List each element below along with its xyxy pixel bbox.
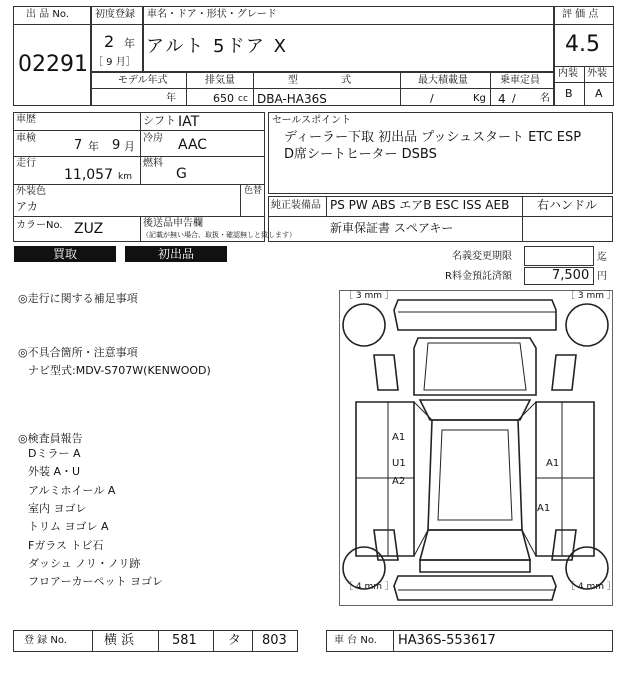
registration-label: 登 録 No. [24, 635, 67, 646]
first-reg-month: ［ 9 月］ [93, 57, 136, 68]
damage-mark-a1-left: A1 [392, 432, 406, 443]
post-doc-label: 後送品申告欄 [143, 218, 203, 229]
report-item: アルミホイール A [28, 484, 116, 497]
model-year-unit: 年 [166, 93, 176, 104]
inspection-month-unit: 月 [124, 140, 135, 153]
displacement: 650 [213, 92, 234, 105]
first-reg-label: 初度登録 [95, 9, 135, 20]
shift-label: シフト [143, 114, 176, 127]
color-change-label: 色替 [244, 186, 263, 196]
extra-items: 新車保証書 スペアキー [330, 221, 454, 235]
name-change-label: 名義変更期限 [452, 251, 512, 262]
max-load-unit: Kg [473, 93, 486, 104]
damage-mark-u1: U1 [392, 458, 406, 469]
equipment-label: 純正装備品 [271, 200, 321, 211]
ext-color-label: 外装色 [16, 186, 46, 197]
inspection-year-unit: 年 [88, 140, 99, 153]
ext-color: アカ [16, 200, 38, 213]
navi-model: ナビ型式:MDV-S707W(KENWOOD) [28, 364, 211, 377]
shift: IAT [178, 114, 200, 130]
damage-mark-a1-rear: A1 [537, 503, 551, 514]
registration-kana: タ [228, 633, 242, 648]
chassis-label: 車 台 No. [334, 635, 377, 646]
mileage: 11,057 [64, 167, 113, 183]
interior-grade: B [565, 87, 573, 100]
tire-depth-front-right: ［ 3 mm ］ [566, 291, 616, 301]
driving-notes-label: ◎走行に関する補足事項 [18, 292, 138, 305]
capacity: 4 [498, 92, 506, 106]
report-item: ダッシュ ノリ・ノリ跡 [28, 557, 141, 570]
exterior-grade: A [595, 87, 603, 100]
tire-depth-rear-right: ［ 4 mm ］ [566, 582, 616, 592]
tire-depth-rear-left: ［ 4 mm ］ [344, 582, 394, 592]
sales-point-line2: D席シートヒーター DSBS [284, 147, 437, 162]
first-reg-year-unit: 年 [124, 37, 135, 50]
max-load-label: 最大積載量 [418, 75, 468, 86]
tire-depth-front-left: ［ 3 mm ］ [344, 291, 394, 301]
max-load-sep: / [430, 92, 434, 105]
car-name: アルト 5ドア X [146, 36, 288, 57]
damage-mark-a1-right: A1 [546, 458, 560, 469]
inspection-label: 車検 [16, 133, 36, 144]
fuel: G [176, 166, 187, 182]
capacity-label: 乗車定員 [500, 75, 540, 86]
recycle-label: R料金預託済額 [445, 271, 512, 282]
lot-number: 02291 [18, 52, 88, 77]
mileage-label: 走行 [16, 158, 36, 169]
mileage-unit: km [118, 172, 132, 182]
grade-value: 4.5 [565, 32, 600, 57]
report-item: フロアーカーペット ヨゴレ [28, 575, 163, 588]
capacity-unit: 名 [540, 93, 550, 104]
report-item: トリム ヨゴレ A [28, 520, 109, 533]
car-name-label: 車名・ドア・形状・グレード [147, 9, 277, 20]
inspection-year: 7 [74, 138, 83, 153]
exterior-label: 外装 [587, 68, 607, 79]
fuel-label: 燃料 [143, 158, 163, 169]
report-item: 室内 ヨゴレ [28, 502, 87, 515]
inspection-month: 9 [112, 138, 121, 153]
model-year-label: モデル年式 [118, 75, 168, 86]
interior-label: 内装 [558, 68, 578, 79]
aircon-label: 冷房 [143, 133, 163, 144]
registration-class: 581 [172, 633, 197, 648]
defect-notes-label: ◎不具合箇所・注意事項 [18, 346, 138, 359]
history-label: 車歴 [16, 114, 36, 125]
buy-badge: 買取 [14, 246, 116, 262]
type-label: 型 式 [288, 75, 352, 86]
inspector-report-label: ◎検査員報告 [18, 432, 83, 445]
first-reg-year: 2 [104, 32, 115, 51]
registration-number: 803 [262, 633, 287, 648]
report-item: Fガラス トビ石 [28, 539, 104, 552]
first-listing-badge: 初出品 [125, 246, 227, 262]
displacement-unit: cc [238, 94, 248, 104]
equipment: PS PW ABS エアB ESC ISS AEB [330, 198, 510, 212]
report-item: Dミラー A [28, 447, 81, 460]
handle: 右ハンドル [537, 198, 598, 212]
sales-point-label: セールスポイント [272, 115, 352, 126]
grade-label: 評 価 点 [562, 9, 599, 20]
name-change-unit: 迄 [597, 252, 607, 263]
recycle-unit: 円 [597, 271, 607, 282]
color-no: ZUZ [74, 221, 104, 237]
recycle-value: 7,500 [552, 268, 590, 283]
capacity-sep: / [512, 92, 516, 105]
lot-label: 出 品 No. [26, 9, 69, 20]
damage-mark-a2: A2 [392, 476, 406, 487]
post-doc-note: （記載が無い場合、取扱・確認無しと致します） [142, 231, 296, 239]
report-item: 外装 A・U [28, 465, 81, 478]
color-no-label: カラーNo. [16, 220, 63, 231]
aircon: AAC [178, 137, 208, 153]
sales-point-line1: ディーラー下取 初出品 プッシュスタート ETC ESP [284, 130, 582, 145]
chassis-number: HA36S-553617 [398, 633, 496, 648]
registration-city: 横 浜 [104, 633, 135, 648]
displacement-label: 排気量 [205, 75, 235, 86]
type-value: DBA-HA36S [257, 92, 327, 106]
